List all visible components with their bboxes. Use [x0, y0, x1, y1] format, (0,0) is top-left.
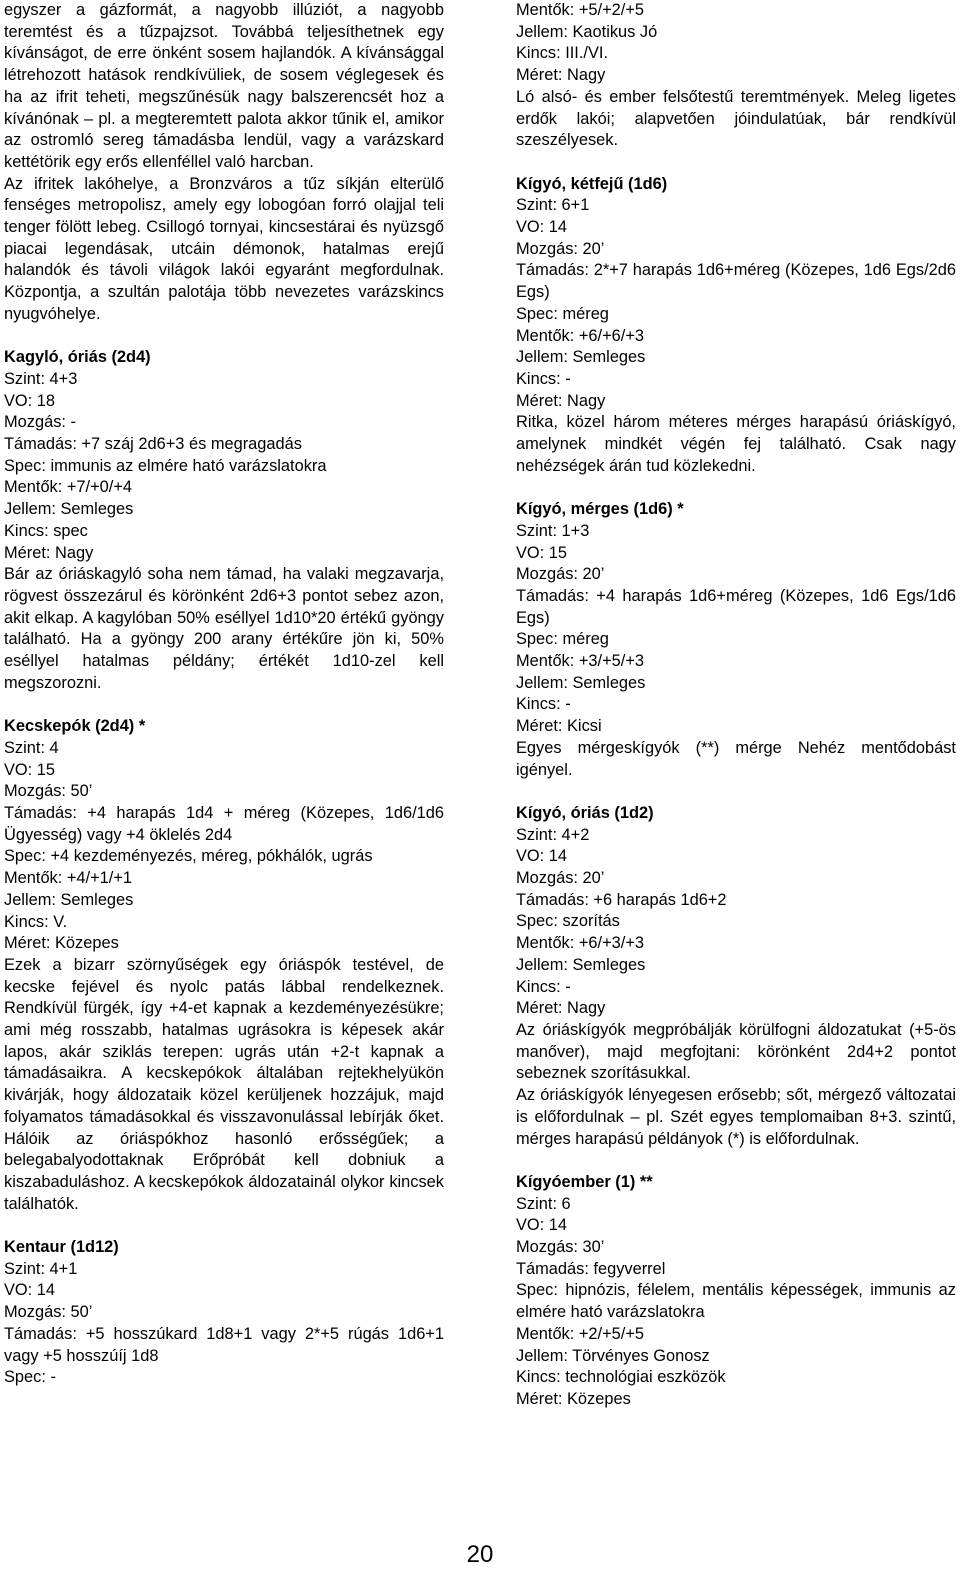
stat-line: Támadás: +4 harapás 1d6+méreg (Közepes, 1d6 Egs/1d6 Egs)	[516, 586, 956, 627]
stat-line: VO: 14	[516, 218, 568, 237]
stat-line: Támadás: +5 hosszúkard 1d8+1 vagy 2*+5 rúgás 1d6+1 vagy +5 hosszúíj 1d8	[4, 1324, 444, 1365]
entry-title: Kentaur (1d12)	[4, 1238, 119, 1257]
stat-line: Szint: 6	[516, 1194, 571, 1213]
stat-line: Méret: Nagy	[4, 543, 94, 562]
stat-line: Mozgás: 20’	[516, 565, 605, 584]
stat-line: Mentők: +7/+0/+4	[4, 478, 133, 497]
stat-line: VO: 14	[516, 1216, 568, 1235]
stat-line: Spec: méreg	[516, 630, 609, 649]
stat-line: Szint: 1+3	[516, 521, 590, 540]
stat-line: VO: 14	[516, 847, 568, 866]
stat-line: Szint: 4+2	[516, 825, 590, 844]
stat-line: Kincs: technológiai eszközök	[516, 1368, 726, 1387]
stat-line: Mentők: +3/+5/+3	[516, 652, 645, 671]
entry-title: Kígyó, óriás (1d2)	[516, 803, 654, 822]
stat-line: VO: 15	[516, 543, 568, 562]
stat-line: Mozgás: 30’	[516, 1238, 605, 1257]
stat-line: Szint: 4+3	[4, 369, 78, 388]
stat-line: Spec: -	[4, 1368, 56, 1387]
spacer	[4, 326, 444, 348]
entry-title: Kecskepók (2d4) *	[4, 717, 146, 736]
stat-line: Mentők: +4/+1/+1	[4, 869, 133, 888]
stat-line: Kincs: -	[516, 369, 571, 388]
right-column	[516, 0, 956, 1411]
entry-kigyoember	[516, 1172, 956, 1411]
intro-paragraph-1: egyszer a gázformát, a nagyobb illúziót, a nagyobb teremtést és a tűzpajzsot. Továbbá teljesíthetnek egy kívánságot, de erre önként sosem hajlandók. A kívánsággal létrehozott hatások rendkívüliek, de sosem véglegesek és ha az ifrit teheti, megszűnésük nagy balszerencsét hoz a kívánónak – pl. a megteremtett palota akkor tűnik el, amikor az ostromló sereg támadásba lendül, vagy a varázskard kettétörik egy erős ellenféllel való harcban.	[4, 1, 444, 171]
stat-line: Mozgás: -	[4, 413, 76, 432]
page-number: 20	[466, 1541, 494, 1568]
stat-line: Méret: Közepes	[516, 1389, 631, 1408]
stat-line: Mozgás: 50’	[4, 1303, 93, 1322]
entry-description: Az óriáskígyók megpróbálják körülfogni áldozatukat (+5-ös manőver), majd megfojtani: körönként 2d4+2 pontot sebeznek szorításukkal.	[516, 1021, 956, 1083]
stat-line: Mozgás: 50’	[4, 782, 93, 801]
entry-kentaur-continued	[516, 0, 956, 152]
stat-line: Támadás: +7 száj 2d6+3 és megragadás	[4, 435, 302, 454]
stat-line: Spec: +4 kezdeményezés, méreg, pókhálók, ugrás	[4, 847, 373, 866]
entry-description: Egyes mérgeskígyók (**) mérge Nehéz mentődobást igényel.	[516, 738, 956, 779]
stat-line: Szint: 4+1	[4, 1259, 78, 1278]
stat-line: Mentők: +2/+5/+5	[516, 1324, 645, 1343]
entry-kagylo	[4, 347, 444, 694]
stat-line: Kincs: V.	[4, 912, 68, 931]
stat-line: Spec: hipnózis, félelem, mentális képességek, immunis az elmére ható varázslatokra	[516, 1281, 956, 1322]
entry-title: Kígyóember (1) **	[516, 1172, 653, 1191]
spacer	[516, 477, 956, 499]
stat-line: Spec: szorítás	[516, 912, 620, 931]
stat-line: VO: 18	[4, 391, 56, 410]
entry-kigyo-merges	[516, 499, 956, 781]
stat-line: Mozgás: 20’	[516, 869, 605, 888]
stat-line: Spec: méreg	[516, 304, 609, 323]
stat-line: Mozgás: 20’	[516, 239, 605, 258]
entry-description: Az óriáskígyók lényegesen erősebb; sőt, mérgező változatai is előfordulnak – pl. Szét egyes templomaiban 8+3. szintű, mérges harapású példányok (*) is előfordulnak.	[516, 1086, 956, 1148]
entry-title: Kígyó, kétfejű (1d6)	[516, 174, 668, 193]
stat-line: Méret: Nagy	[516, 999, 606, 1018]
stat-line: Jellem: Semleges	[516, 955, 646, 974]
stat-line: Támadás: 2*+7 harapás 1d6+méreg (Közepes, 1d6 Egs/2d6 Egs)	[516, 261, 956, 302]
stat-line: Szint: 4	[4, 738, 59, 757]
entry-title: Kagyló, óriás (2d4)	[4, 348, 151, 367]
stat-line: Kincs: -	[516, 977, 571, 996]
entry-description: Ezek a bizarr szörnyűségek egy óriáspók testével, de kecske fejével és nyolc patás lábbal rendelkeznek. Rendkívül fürgék, így +4-et kapnak a kezdeményezésükre; ami még rosszabb, hatalmas ugrásokra is képesek akár lapos, akár sziklás terepen: ugrás után +2-t kapnak a támadásaikra. A kecskepókok általában rejtekhelyükön kivárják, hogy áldozataik közel kerüljenek hozzájuk, majd folyamatos támadásokkal és visszavonulással lebírják őket. Hálóik az óriáspókhoz hasonló erősségűek; a belegabalyodottaknak Erőpróbát kell dobniuk a kiszabaduláshoz. A kecskepókok áldozatainál olykor kincsek találhatók.	[4, 955, 444, 1213]
spacer	[516, 152, 956, 174]
spacer	[4, 1215, 444, 1237]
intro-paragraph-2: Az ifritek lakóhelye, a Bronzváros a tűz síkján elterülő fenséges metropolisz, amely egy lobogóan forró olajjal teli tenger fölött lebeg. Csillogó tornyai, kincsestárai és nyüzsgő piacai legendásak, utcáin démonok, hatalmas erejű halandók és távoli világok lakói egyaránt megfordulnak. Központja, a szultán palotája több nevezetes varázskincs nyugvóhelye.	[4, 174, 444, 323]
stat-line: Mentők: +5/+2/+5	[516, 1, 645, 19]
entry-description: Bár az óriáskagyló soha nem támad, ha valaki megzavarja, rögvest összezárul és körönként 2d6+3 pontot sebez azon, akit elkap. A kagylóban 50% eséllyel 1d10*20 értékű gyöngy található. Ha a gyöngy 200 arany értékűre jön ki, 50% eséllyel hatalmas példány; értékét 1d10-zel kell megszorozni.	[4, 565, 444, 692]
stat-line: Jellem: Kaotikus Jó	[516, 22, 658, 41]
entry-title: Kígyó, mérges (1d6) *	[516, 500, 684, 519]
stat-line: Méret: Kicsi	[516, 717, 602, 736]
stat-line: Jellem: Semleges	[516, 348, 646, 367]
stat-line: Jellem: Semleges	[4, 500, 134, 519]
entry-description: Ritka, közel három méteres mérges harapású óriáskígyó, amelynek mindkét végén fej található. Csak nagy nehézségek árán tud közlekedni.	[516, 413, 956, 475]
stat-line: Szint: 6+1	[516, 196, 590, 215]
stat-line: Támadás: fegyverrel	[516, 1259, 666, 1278]
stat-line: VO: 14	[4, 1281, 56, 1300]
entry-kigyo-orias	[516, 803, 956, 1150]
entry-kigyo-ketfeju	[516, 174, 956, 478]
stat-line: VO: 15	[4, 760, 56, 779]
spacer	[516, 781, 956, 803]
stat-line: Méret: Nagy	[516, 391, 606, 410]
stat-line: Kincs: spec	[4, 521, 88, 540]
stat-line: Támadás: +6 harapás 1d6+2	[516, 890, 727, 909]
stat-line: Méret: Nagy	[516, 66, 606, 85]
stat-line: Támadás: +4 harapás 1d4 + méreg (Közepes, 1d6/1d6 Ügyesség) vagy +4 öklelés 2d4	[4, 803, 444, 844]
left-column	[4, 0, 444, 1389]
stat-line: Méret: Közepes	[4, 934, 119, 953]
entry-kecskepok	[4, 716, 444, 1215]
stat-line: Jellem: Semleges	[4, 890, 134, 909]
stat-line: Mentők: +6/+6/+3	[516, 326, 645, 345]
stat-line: Mentők: +6/+3/+3	[516, 934, 645, 953]
entry-description: Ló alsó- és ember felsőtestű teremtmények. Meleg ligetes erdők lakói; alapvetően jóindulatúak, bár rendkívül szeszélyesek.	[516, 87, 956, 150]
spacer	[4, 694, 444, 716]
stat-line: Jellem: Törvényes Gonosz	[516, 1346, 710, 1365]
stat-line: Spec: immunis az elmére ható varázslatokra	[4, 456, 327, 475]
entry-kentaur	[4, 1237, 444, 1389]
stat-line: Kincs: III./VI.	[516, 44, 608, 63]
stat-line: Kincs: -	[516, 695, 571, 714]
stat-line: Jellem: Semleges	[516, 673, 646, 692]
spacer	[516, 1150, 956, 1172]
